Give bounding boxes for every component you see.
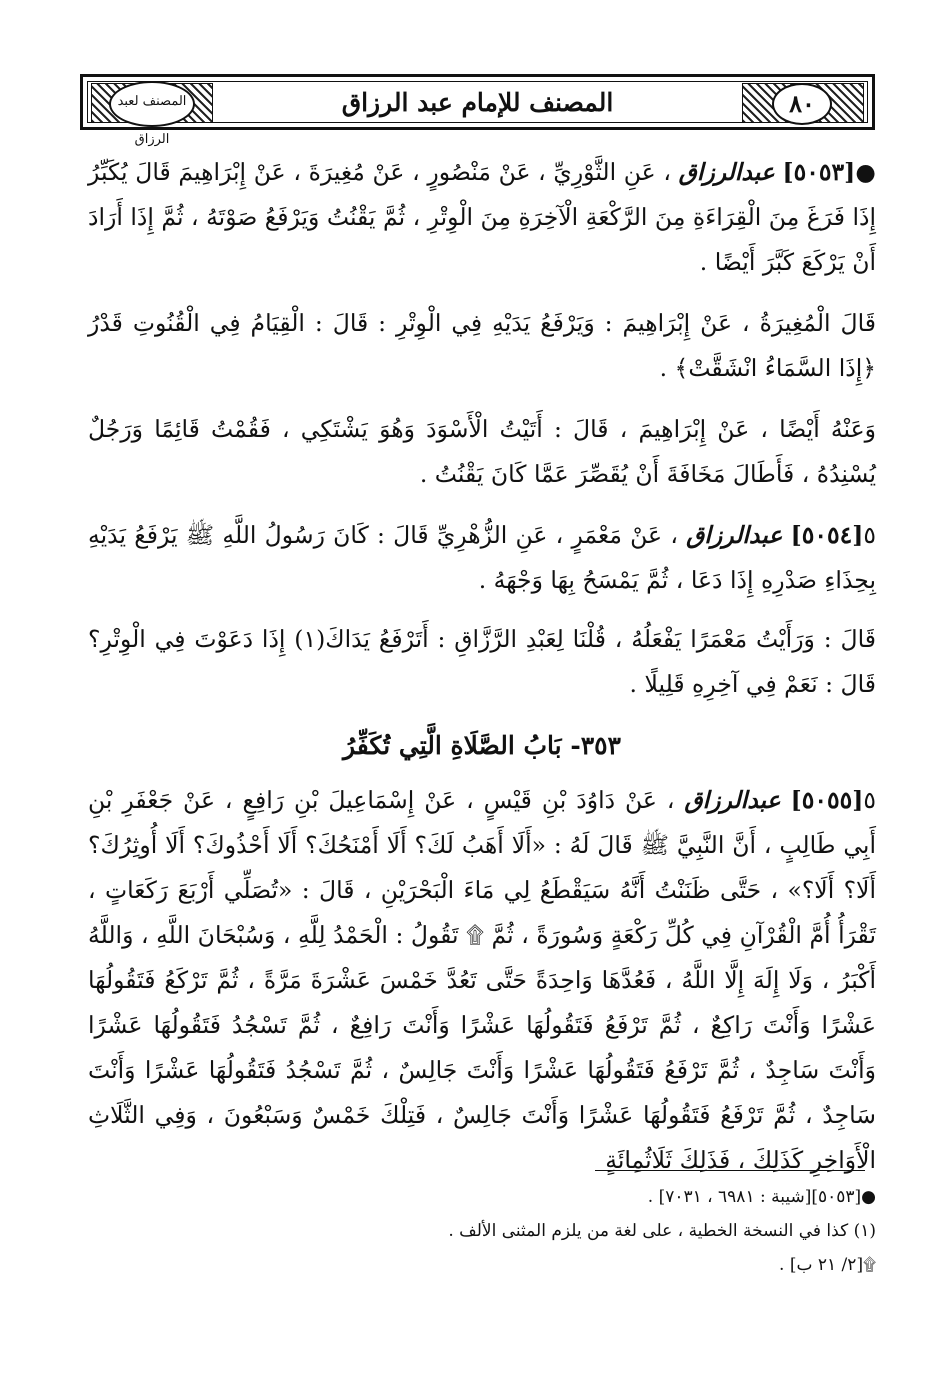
book-seal: المصنف لعبد الرزاق — [109, 81, 195, 127]
hadith-text: ، عَنْ دَاوُدَ بْنِ قَيْسٍ ، عَنْ إِسْمَاعِيلَ بْنِ رَافِعٍ ، عَنْ جَعْفَرِ بْنِ أَبِي طَالِبٍ ، أَنَّ النَّبِيَّ ﷺ قَالَ لَهُ : «أَلَا أَهَبُ لَكَ؟ أَلَا أَمْنَحُكَ؟ أَلَا أَحْذُوكَ؟ أَلَا أُوثِرُكَ؟ أَلَا؟ أَلَا؟» ، حَتَّى ظَنَنْتُ أَنَّهُ سَيَقْطَعُ لِي مَاءَ الْبَحْرَيْنِ ، قَالَ : «تُصَلِّي أَرْبَعَ رَكَعَاتٍ ، تَقْرَأُ أُمَّ الْقُرْآنِ فِي كُلِّ رَكْعَةٍ وَسُورَةً ، ثُمَّ ۩ تَقُولُ : الْحَمْدُ لِلَّهِ ، وَسُبْحَانَ اللَّهِ ، وَاللَّهُ أَكْبَرُ ، وَلَا إِلَهَ إِلَّا اللَّهُ ، فَعُدَّهَا وَاحِدَةً حَتَّى تَعُدَّ خَمْسَ عَشْرَةَ مَرَّةً ، ثُمَّ تَرْكَعُ فَتَقُولُهَا عَشْرًا وَأَنْتَ رَاكِعٌ ، ثُمَّ تَرْفَعُ فَتَقُولُهَا عَشْرًا وَأَنْتَ رَافِعٌ ، ثُمَّ تَسْجُدُ فَتَقُولُهَا عَشْرًا وَأَنْتَ سَاجِدٌ ، ثُمَّ تَرْفَعُ فَتَقُولُهَا عَشْرًا وَأَنْتَ جَالِسٌ ، ثُمَّ تَسْجُدُ فَتَقُولُهَا عَشْرًا وَأَنْتَ سَاجِدٌ ، ثُمَّ تَرْفَعُ فَتَقُولُهَا عَشْرًا وَأَنْتَ جَالِسٌ ، فَتِلْكَ خَمْسٌ وَسَبْعُونَ ، وَفِي الثَّلَاثِ الْأَوَاخِرِ كَذَلِكَ ، فَذَلِكَ ثَلَاثُمِائَةٍ — [88, 786, 876, 1174]
hadith-5054 — [88, 513, 876, 603]
page-number: ٨٠ — [772, 83, 832, 125]
source-name: عبدالرزاق — [684, 786, 781, 814]
paragraph-mamar — [88, 617, 876, 707]
paragraph-text: وَعَنْهُ أَيْضًا ، عَنْ إِبْرَاهِيمَ ، قَالَ : أَتَيْتُ الْأَسْوَدَ وَهُوَ يَشْتَكِي ، فَقُمْتُ قَائِمًا وَرَجُلٌ يُسْنِدُهُ ، فَأَطَالَ مَخَافَةَ أَنْ يُقَصِّرَ عَمَّا كَانَ يَقْنُتُ . — [88, 415, 876, 488]
footnote-1: (١) كذا في النسخة الخطية ، على لغة من يلزم المثنى الألف . — [448, 1221, 876, 1241]
hadith-5053 — [88, 150, 876, 285]
footnotes — [88, 1180, 876, 1282]
main-text — [88, 150, 876, 1199]
hadith-text: ، عَنِ الثَّوْرِيِّ ، عَنْ مَنْصُورٍ ، عَنْ مُغِيرَةَ ، عَنْ إِبْرَاهِيمَ قَالَ يُكَبِّرُ إِذَا فَرَغَ مِنَ الْقِرَاءَةِ مِنَ الرَّكْعَةِ الْآخِرَةِ مِنَ الْوِتْرِ ، ثُمَّ يَقْنُتُ وَيَرْفَعُ صَوْتَهُ ، ثُمَّ إِذَا أَرَادَ أَنْ يَرْكَعَ كَبَّرَ أَيْضًا . — [88, 158, 876, 276]
footnote-divider — [595, 1170, 865, 1171]
hadith-number: [٥٠٥٣] — [782, 158, 856, 186]
hadith-5055 — [88, 778, 876, 1183]
paragraph-text: قَالَ : وَرَأَيْتُ مَعْمَرًا يَفْعَلُهُ ، قُلْنَا لِعَبْدِ الرَّزَّاقِ : أَتَرْفَعُ يَدَاكَ(١) إِذَا دَعَوْتَ فِي الْوِتْرِ؟ قَالَ : نَعَمْ فِي آخِرِهِ قَلِيلًا . — [88, 625, 876, 698]
hadith-text: ، عَنْ مَعْمَرٍ ، عَنِ الزُّهْرِيِّ قَالَ : كَانَ رَسُولُ اللَّهِ ﷺ يَرْفَعُ يَدَيْهِ بِحِذَاءِ صَدْرِهِ إِذَا دَعَا ، ثُمَّ يَمْسَحُ بِهَا وَجْهَهُ . — [88, 521, 876, 594]
marker: ● — [855, 158, 876, 186]
source-name: عبدالرزاق — [678, 158, 775, 186]
hadith-number: [٥٠٥٥] — [790, 786, 864, 814]
footnote-takhrij: ●[٥٠٥٣][شيبة : ٦٩٨١ ، ٧٠٣١] . — [647, 1187, 876, 1207]
marker: ٥ — [863, 521, 876, 549]
paragraph-mughira — [88, 301, 876, 391]
source-name: عبدالرزاق — [686, 521, 783, 549]
paragraph-text: قَالَ الْمُغِيرَةُ ، عَنْ إِبْرَاهِيمَ : وَيَرْفَعُ يَدَيْهِ فِي الْوِتْرِ : قَالَ : الْقِيَامُ فِي الْقُنُوتِ قَدْرُ ﴿إِذَا السَّمَاءُ انْشَقَّتْ﴾ . — [88, 309, 876, 382]
running-title: المصنف للإمام عبد الرزاق — [341, 88, 614, 117]
footnote-manuscript-folio: ۩[٢/ ٢١ ب] . — [779, 1255, 876, 1275]
hadith-number: [٥٠٥٤] — [790, 521, 864, 549]
paragraph-aswad — [88, 407, 876, 497]
chapter-heading: ٣٥٣- بَابُ الصَّلَاةِ الَّتِي تُكَفِّرُ — [342, 731, 621, 760]
marker: ٥ — [863, 786, 876, 814]
page-header — [80, 74, 875, 147]
